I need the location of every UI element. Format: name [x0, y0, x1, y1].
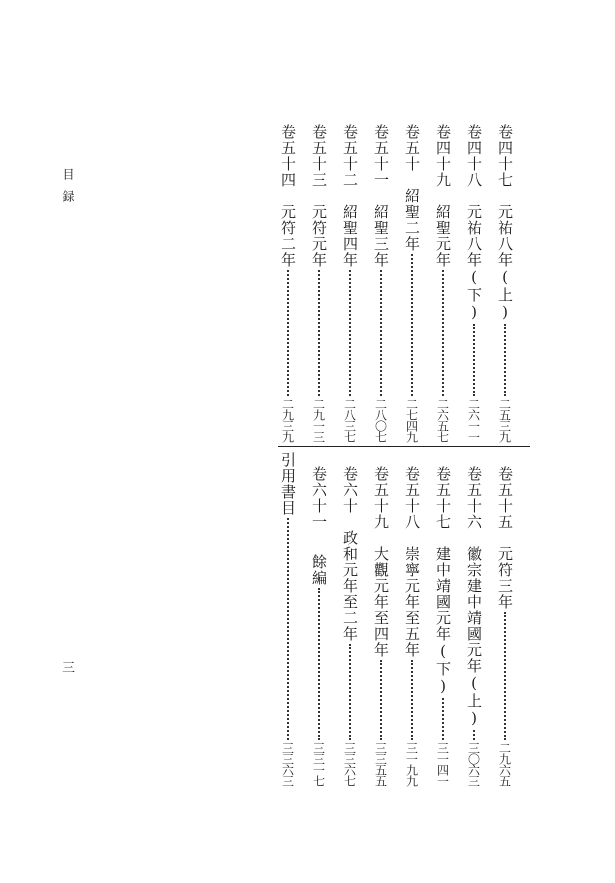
- toc-leader-dots: [349, 270, 351, 396]
- toc-leader-dots: [318, 588, 320, 740]
- toc-page: 二九一三: [311, 398, 326, 442]
- toc-title: 政和元年至二年: [341, 530, 359, 642]
- toc-volume: 卷五十六: [465, 466, 483, 530]
- toc-leader-dots: [380, 660, 382, 740]
- toc-entry: [404, 124, 419, 442]
- toc-page: 二七四九: [404, 398, 419, 442]
- toc-page: 二八三七: [342, 398, 357, 442]
- toc-entry: [280, 452, 295, 786]
- toc-leader-dots: [473, 730, 475, 740]
- toc-entry: [342, 124, 357, 442]
- toc-volume: 卷五十一: [372, 124, 390, 188]
- toc-page: 三三一七: [311, 742, 326, 786]
- toc-volume: 卷五十二: [341, 124, 359, 188]
- toc-volume: 卷四十九: [434, 124, 452, 188]
- toc-entry: [435, 124, 450, 442]
- toc-leader-dots: [442, 698, 444, 740]
- margin-page-number: 三: [62, 661, 76, 676]
- toc-leader-dots: [287, 270, 289, 396]
- toc-leader-dots: [318, 270, 320, 396]
- toc-entry: [497, 124, 512, 442]
- toc-entry: [373, 124, 388, 442]
- toc-title: 引用書目: [279, 452, 297, 516]
- margin-title: 目録: [61, 168, 75, 212]
- toc-page: 三一四一: [435, 742, 450, 786]
- toc-page: 三三六三: [280, 742, 295, 786]
- toc-leader-dots: [411, 254, 413, 396]
- toc-title: 大觀元年至四年: [372, 546, 390, 658]
- toc-title: 徽宗建中靖國元年(上): [465, 546, 483, 728]
- toc-title: 紹聖三年: [372, 204, 390, 268]
- toc-title: 餘編: [310, 554, 328, 586]
- toc-volume: 卷五十五: [496, 466, 514, 530]
- toc-leader-dots: [473, 324, 475, 396]
- toc-entry: [280, 124, 295, 442]
- section-divider: [278, 446, 530, 447]
- toc-volume: 卷六十: [341, 466, 359, 514]
- toc-leader-dots: [349, 644, 351, 740]
- toc-title: 元符二年: [279, 204, 297, 268]
- toc-title: 元祐八年(上): [496, 204, 514, 322]
- toc-page: 二六一一: [466, 398, 481, 442]
- toc-page: 三一九九: [404, 742, 419, 786]
- toc-leader-dots: [287, 518, 289, 740]
- toc-volume: 卷五十九: [372, 466, 390, 530]
- toc-page: 二九三九: [280, 398, 295, 442]
- toc-title: 紹聖四年: [341, 204, 359, 268]
- toc-leader-dots: [504, 324, 506, 396]
- toc-title: 元祐八年(下): [465, 204, 483, 322]
- toc-volume: 卷四十七: [496, 124, 514, 188]
- toc-page: 二六五七: [435, 398, 450, 442]
- toc-volume: 卷六十一: [310, 466, 328, 530]
- toc-leader-dots: [442, 270, 444, 396]
- toc-volume: 卷五十三: [310, 124, 328, 188]
- toc-entry: [311, 124, 326, 442]
- toc-leader-dots: [380, 270, 382, 396]
- toc-entry: [497, 466, 512, 786]
- toc-volume: 卷四十八: [465, 124, 483, 188]
- toc-title: 崇寧元年至五年: [403, 546, 421, 658]
- toc-entry: [466, 466, 481, 786]
- toc-entry: [373, 466, 388, 786]
- toc-entry: [404, 466, 419, 786]
- toc-leader-dots: [411, 660, 413, 740]
- toc-entry: [466, 124, 481, 442]
- toc-entry: [342, 466, 357, 786]
- toc-page: 三〇六三: [466, 742, 481, 786]
- toc-page: 三三六七: [342, 742, 357, 786]
- toc-volume: 卷五十四: [279, 124, 297, 188]
- toc-volume: 卷五十七: [434, 466, 452, 530]
- toc-leader-dots: [504, 612, 506, 740]
- toc-volume: 卷五十: [403, 124, 421, 172]
- toc-entry: [435, 466, 450, 786]
- toc-page: 三三五五: [373, 742, 388, 786]
- toc-entry: [311, 466, 326, 786]
- toc-page: 二五三九: [497, 398, 512, 442]
- toc-title: 元符三年: [496, 546, 514, 610]
- toc-title: 紹聖二年: [403, 188, 421, 252]
- toc-title: 紹聖元年: [434, 204, 452, 268]
- toc-page: 二八〇七: [373, 398, 388, 442]
- toc-page: 二九六五: [497, 742, 512, 786]
- toc-title: 建中靖國元年(下): [434, 546, 452, 696]
- toc-volume: 卷五十八: [403, 466, 421, 530]
- toc-title: 元符元年: [310, 204, 328, 268]
